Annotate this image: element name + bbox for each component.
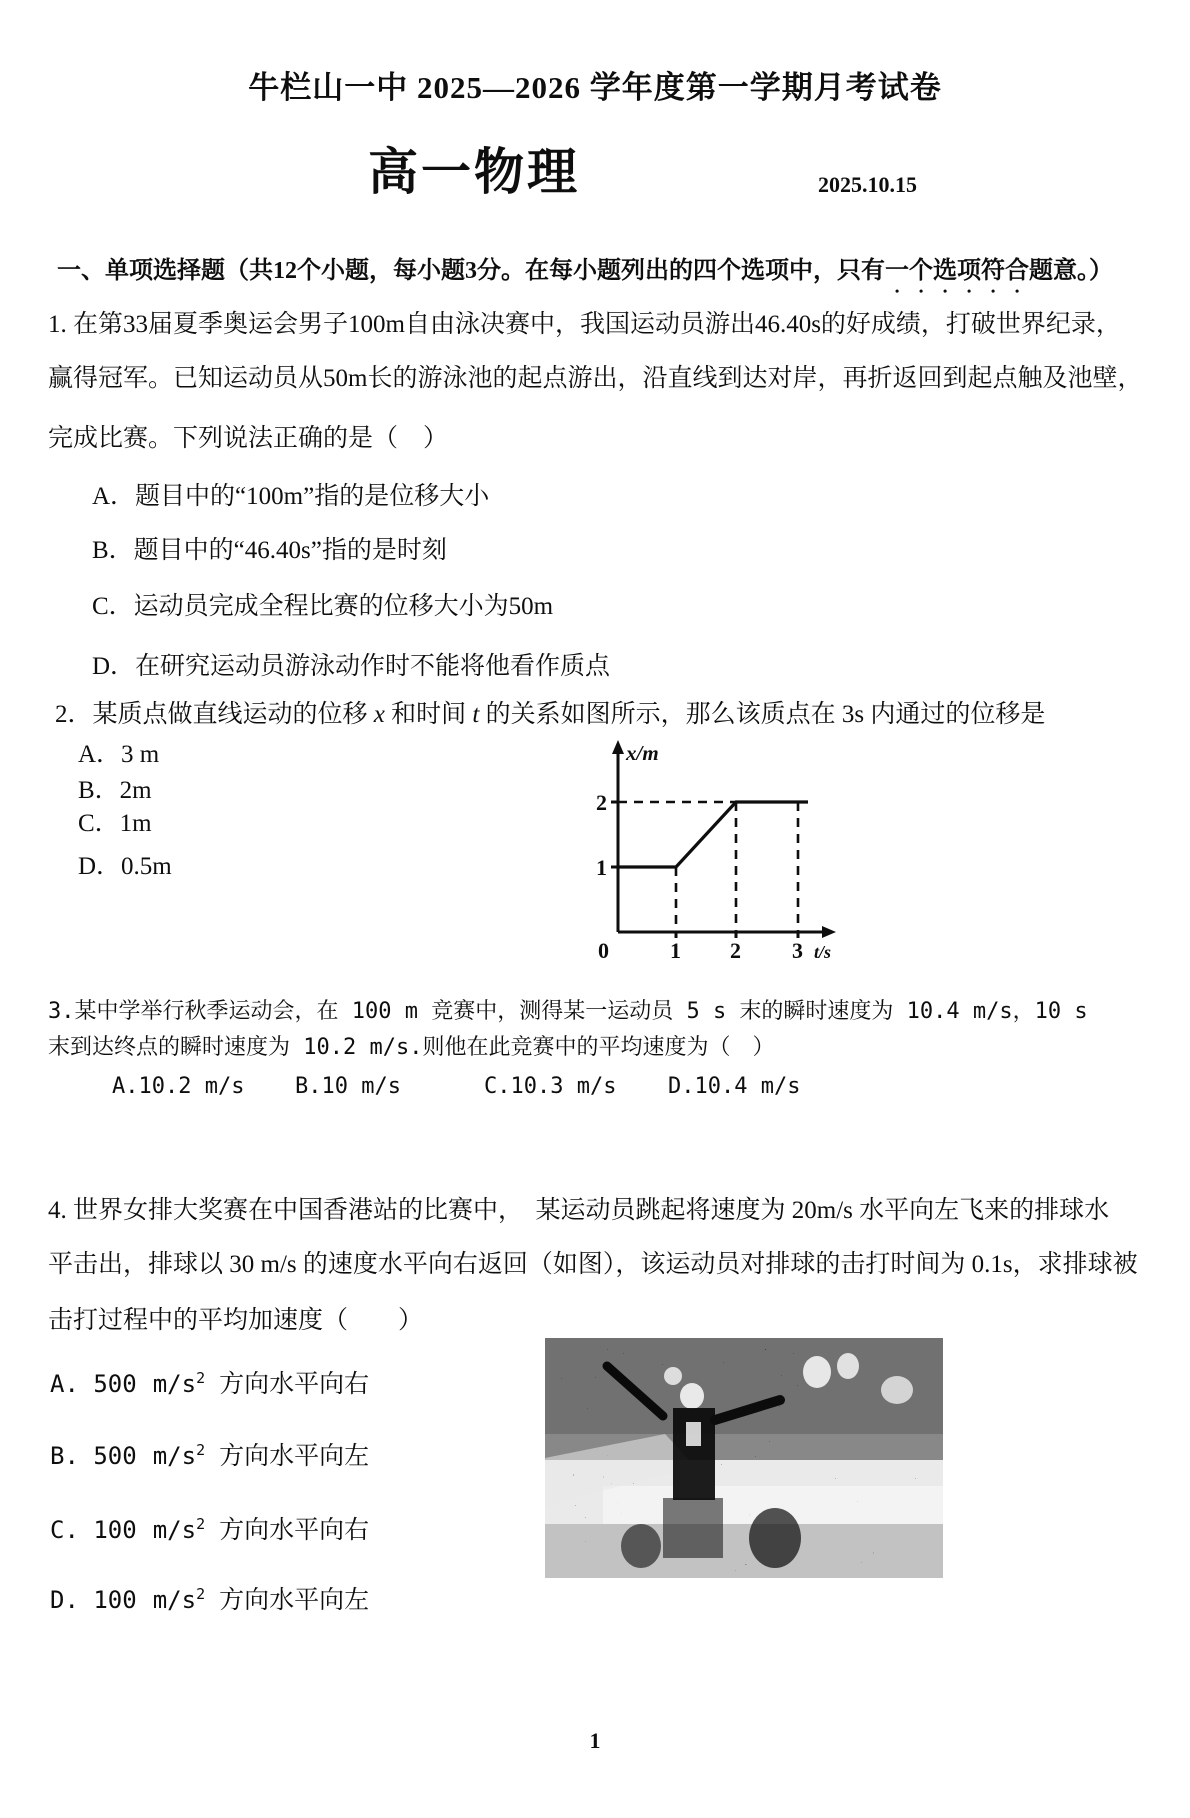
x-tick-label-2: 2 [730, 938, 741, 963]
q2-option-a: A．3 m [78, 741, 160, 768]
q3-option-c: C.10.3 m/s [484, 1074, 617, 1099]
q1-stem-line-3: 完成比赛。下列说法正确的是（ ） [48, 425, 449, 452]
q3-option-a: A.10.2 m/s [112, 1074, 245, 1099]
page-number: 1 [589, 1728, 601, 1753]
q1-stem-line-2: 赢得冠军。已知运动员从50m长的游泳池的起点游出，沿直线到达对岸，再折返回到起点触及池壁， [48, 365, 1143, 392]
q4-option-a-value: A. 500 [50, 1370, 137, 1398]
q4-stem-line-1: 4. 世界女排大奖赛在中国香港站的比赛中， 某运动员跳起将速度为 20m/s 水平向左飞来的排球水 [48, 1197, 1110, 1224]
subject-title: 高一物理 [368, 144, 580, 200]
y-tick-label-1: 1 [596, 855, 607, 880]
q4-option-d-direction: 方向水平向左 [219, 1587, 370, 1614]
y-axis-label: x/m [626, 741, 659, 765]
q4-option-d [50, 1580, 369, 1616]
q3-stem-line-2: 末到达终点的瞬时速度为 10.2 m/s.则他在此竞赛中的平均速度为（ ） [48, 1035, 775, 1060]
q2-variable-t: t [472, 701, 480, 728]
q2-stem-text-3: 的关系如图所示，那么该质点在 3s 内通过的位移是 [479, 701, 1046, 728]
q4-option-a-unit: $m/s^2$ [152, 1369, 206, 1398]
q4-option-b-direction: 方向水平向左 [219, 1443, 370, 1470]
section-heading-emphasized: 一个选项符合 [885, 258, 1029, 284]
section-heading-pre: 一、单项选择题（共12个小题，每小题3分。在每小题列出的四个选项中，只有 [57, 258, 885, 284]
y-tick-label-2: 2 [596, 790, 607, 815]
section-heading-post: 题意。） [1029, 258, 1113, 284]
q2-option-d: D．0.5m [78, 853, 172, 880]
q4-option-b-value: B. 500 [50, 1442, 137, 1470]
page-title: 牛栏山一中 2025—2026 学年度第一学期月考试卷 [248, 70, 942, 105]
q4-option-a [50, 1364, 369, 1400]
section-1-heading [57, 250, 1113, 298]
q1-option-b: B．题目中的“46.40s”指的是时刻 [92, 537, 447, 564]
q4-option-b [50, 1436, 369, 1472]
q3-option-d: D.10.4 m/s [668, 1074, 801, 1099]
y-axis-arrow [612, 740, 624, 754]
origin-label: 0 [598, 938, 609, 963]
q2-option-b: B．2m [78, 777, 152, 804]
volleyball-photo [545, 1338, 943, 1578]
q4-option-c [50, 1510, 369, 1546]
q4-option-b-unit: $m/s^2$ [152, 1441, 206, 1470]
q4-option-d-unit: $m/s^2$ [152, 1585, 206, 1614]
q1-option-c: C．运动员完成全程比赛的位移大小为50m [92, 593, 554, 620]
q1-stem-line-1: 1. 在第33届夏季奥运会男子100m自由泳决赛中，我国运动员游出46.40s的好成绩，打破世界纪录， [48, 311, 1121, 338]
q4-stem-line-2: 平击出，排球以 30 m/s 的速度水平向右返回（如图），该运动员对排球的击打时间为 0.1s，求排球被 [48, 1251, 1138, 1278]
x-axis-label: t/s [814, 942, 832, 962]
q2-stem-text-1: 2．某质点做直线运动的位移 [55, 701, 374, 728]
x-tick-label-1: 1 [670, 938, 681, 963]
q2-variable-x: x [373, 701, 385, 728]
q4-option-c-unit: $m/s^2$ [152, 1515, 206, 1544]
q4-option-a-direction: 方向水平向右 [219, 1371, 370, 1398]
q2-stem-text-2: 和时间 [384, 701, 473, 728]
x-axis-arrow [822, 926, 836, 938]
photo-structure [545, 1338, 943, 1578]
q2-stem [55, 694, 1045, 730]
x-tick-label-3: 3 [792, 938, 803, 963]
q4-stem-line-3: 击打过程中的平均加速度（ ） [48, 1307, 424, 1334]
q1-option-d: D．在研究运动员游泳动作时不能将他看作质点 [92, 653, 611, 680]
q3-option-b: B.10 m/s [295, 1074, 401, 1099]
position-time-curve [618, 802, 808, 867]
q4-option-d-value: D. 100 [50, 1586, 137, 1614]
q4-option-c-direction: 方向水平向右 [219, 1517, 370, 1544]
q3-stem-line-1: 3.某中学举行秋季运动会，在 100 m 竞赛中，测得某一运动员 5 s 末的瞬时速度为 10.4 m/s，10 s [48, 999, 1088, 1024]
q2-position-time-graph [556, 736, 848, 966]
q4-option-c-value: C. 100 [50, 1516, 137, 1544]
q1-option-a: A．题目中的“100m”指的是位移大小 [92, 483, 490, 510]
q2-option-c: C．1m [78, 810, 152, 837]
exam-date: 2025.10.15 [818, 172, 917, 197]
